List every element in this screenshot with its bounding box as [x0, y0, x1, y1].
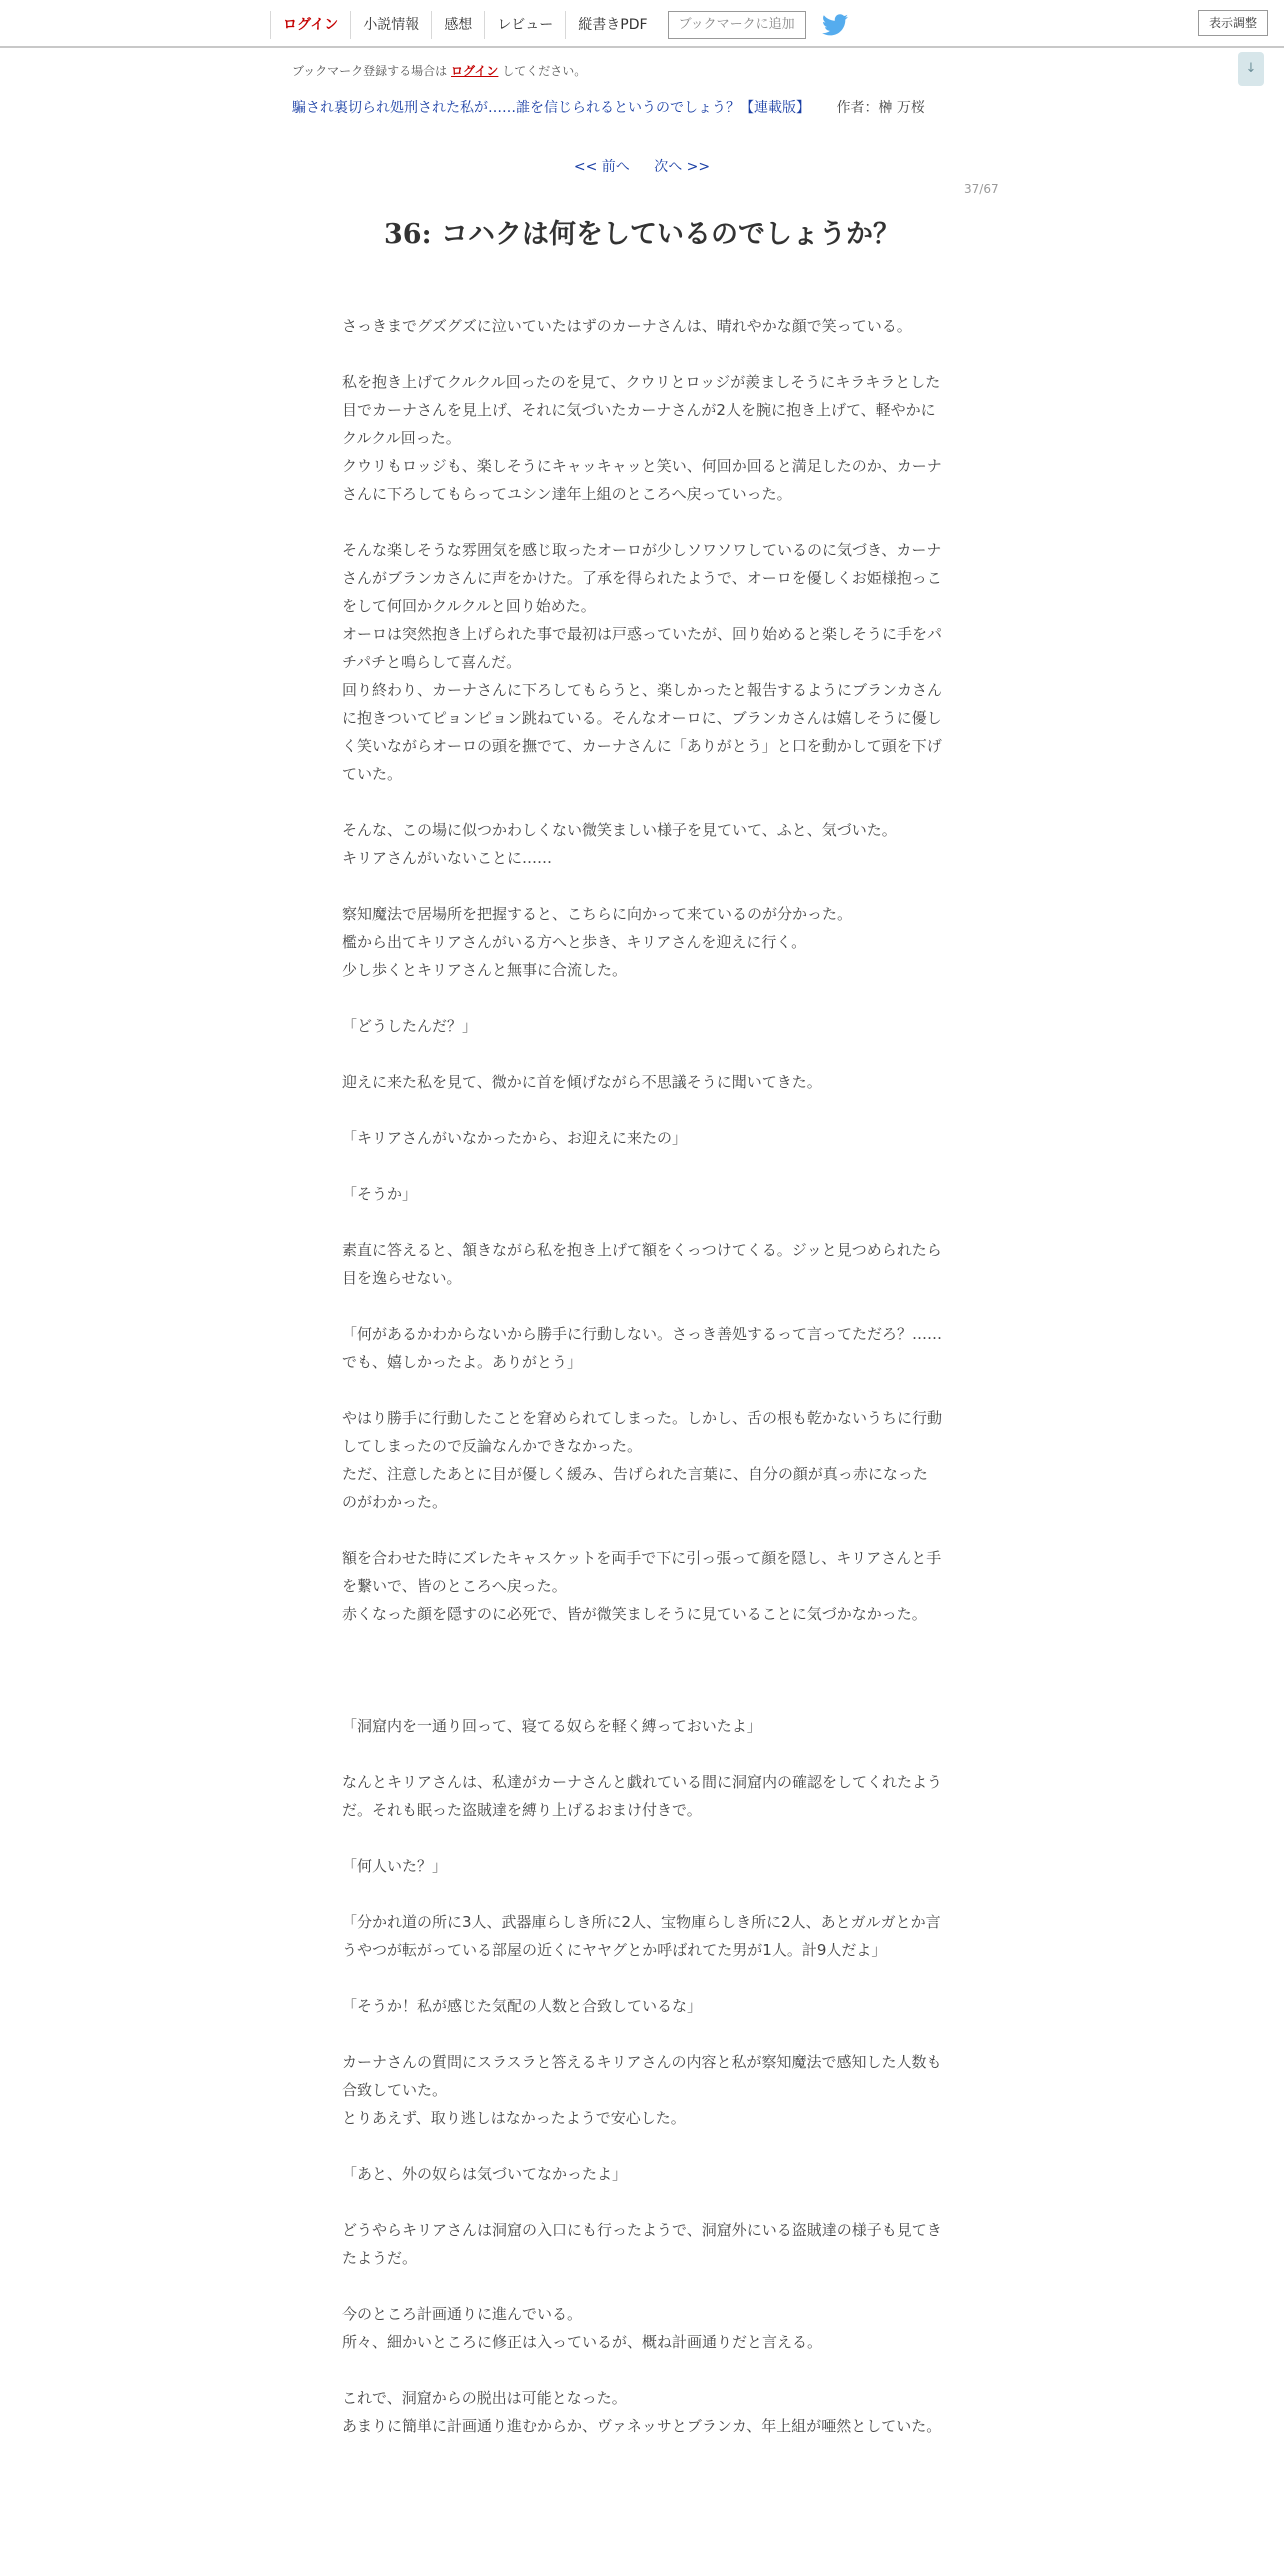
- body-paragraph: [342, 1208, 942, 1236]
- nav-review-link[interactable]: レビュー: [484, 11, 565, 39]
- body-paragraph: [342, 788, 942, 816]
- body-paragraph: 迎えに来た私を見て、微かに首を傾げながら不思議そうに聞いてきた。: [342, 1073, 822, 1091]
- body-paragraph: [342, 2132, 942, 2160]
- add-bookmark-button[interactable]: ブックマークに追加: [668, 11, 806, 39]
- nav-menu: [270, 9, 848, 41]
- nav-impressions-link[interactable]: 感想: [431, 11, 484, 39]
- body-paragraph: 回り終わり、カーナさんに下ろしてもらうと、楽しかったと報告するようにブランカさんに抱きついてピョンピョン跳ねている。そんなオーロに、ブランカさんは嬉しそうに優しく笑いながらオーロの頭を撫でて、カーナさんに「ありがとう」と口を動かして頭を下げていた。: [342, 681, 943, 783]
- body-paragraph: 額を合わせた時にズレたキャスケットを両手で下に引っ張って顔を隠し、キリアさんと手を繋いで、皆のところへ戻った。: [342, 1549, 942, 1595]
- login-notice-suffix: してください。: [502, 64, 587, 78]
- body-paragraph: クウリもロッジも、楽しそうにキャッキャッと笑い、何回か回ると満足したのか、カーナさんに下ろしてもらってユシン達年上組のところへ戻っていった。: [342, 457, 942, 503]
- body-paragraph: [342, 1292, 942, 1320]
- novel-title-link[interactable]: 騙され裏切られ処刑された私が……誰を信じられるというのでしょう？【連載版】: [292, 100, 810, 116]
- body-paragraph: 私を抱き上げてクルクル回ったのを見て、クウリとロッジが羨ましそうにキラキラとした目でカーナさんを見上げ、それに気づいたカーナさんが2人を腕に抱き上げて、軽やかにクルクル回った。: [342, 373, 941, 447]
- login-notice-prefix: ブックマーク登録する場合は: [292, 64, 448, 78]
- body-paragraph: [342, 508, 942, 536]
- body-paragraph: これで、洞窟からの脱出は可能となった。: [342, 2389, 627, 2407]
- body-paragraph: 赤くなった顔を隠すのに必死で、皆が微笑ましそうに見ていることに気づかなかった。: [342, 1605, 927, 1623]
- login-notice-link[interactable]: ログイン: [451, 64, 499, 78]
- body-paragraph: キリアさんがいないことに……: [342, 849, 553, 867]
- body-paragraph: 「分かれ道の所に3人、武器庫らしき所に2人、宝物庫らしき所に2人、あとガルガとか言うやつが転がっている部屋の近くにヤヤグとか呼ばれてた男が1人。計9人だよ」: [342, 1913, 941, 1959]
- body-paragraph: 少し歩くとキリアさんと無事に合流した。: [342, 961, 628, 979]
- body-paragraph: [342, 1040, 942, 1068]
- body-paragraph: なんとキリアさんは、私達がカーナさんと戯れている間に洞窟内の確認をしてくれたようだ。それも眠った盗賊達を縛り上げるおまけ付きで。: [342, 1773, 943, 1819]
- body-paragraph: 檻から出てキリアさんがいる方へと歩き、キリアさんを迎えに行く。: [342, 933, 807, 951]
- author-name: 作者：榊 万桜: [836, 100, 925, 116]
- body-paragraph: 「何があるかわからないから勝手に行動しない。さっき善処するって言ってただろ？……でも、嬉しかったよ。ありがとう」: [342, 1325, 943, 1371]
- body-paragraph: 「そうか」: [342, 1185, 418, 1203]
- body-paragraph: カーナさんの質問にスラスラと答えるキリアさんの内容と私が察知魔法で感知した人数も合致していた。: [342, 2053, 942, 2099]
- body-paragraph: [342, 1516, 942, 1544]
- body-paragraph: [342, 1824, 942, 1852]
- prev-chapter-link[interactable]: << 前へ: [573, 159, 630, 175]
- scroll-down-tab[interactable]: ↓: [1238, 52, 1264, 86]
- chapter-pager: [0, 156, 1284, 176]
- body-paragraph: とりあえず、取り逃しはなかったようで安心した。: [342, 2109, 686, 2127]
- body-paragraph: [342, 2356, 942, 2384]
- body-paragraph: [342, 2020, 942, 2048]
- nav-vertical-pdf-link[interactable]: 縦書きPDF: [565, 11, 659, 39]
- body-paragraph: 今のところ計画通りに進んでいる。: [342, 2305, 583, 2323]
- body-paragraph: 所々、細かいところに修正は入っているが、概ね計画通りだと言える。: [342, 2333, 823, 2351]
- body-paragraph: [342, 340, 942, 368]
- body-paragraph: [342, 1684, 942, 1712]
- body-paragraph: やはり勝手に行動したことを窘められてしまった。しかし、舌の根も乾かないうちに行動してしまったので反論なんかできなかった。: [342, 1409, 943, 1455]
- nav-novel-info-link[interactable]: 小説情報: [350, 11, 431, 39]
- body-paragraph: そんな、この場に似つかわしくない微笑ましい様子を見ていて、ふと、気づいた。: [342, 821, 897, 839]
- body-paragraph: あまりに簡単に計画通り進むからか、ヴァネッサとブランカ、年上組が唖然としていた。: [342, 2417, 942, 2435]
- body-paragraph: 素直に答えると、頷きながら私を抱き上げて額をくっつけてくる。ジッと見つめられたら目を逸らせない。: [342, 1241, 942, 1287]
- body-paragraph: そんな楽しそうな雰囲気を感じ取ったオーロが少しソワソワしているのに気づき、カーナさんがブランカさんに声をかけた。了承を得られたようで、オーロを優しくお姫様抱っこをして何回かクルクルと回り始めた。: [342, 541, 942, 615]
- body-paragraph: [342, 1740, 942, 1768]
- body-paragraph: [342, 1656, 942, 1684]
- top-navigation-bar: [0, 0, 1284, 48]
- body-paragraph: 「洞窟内を一通り回って、寝てる奴らを軽く縛っておいたよ」: [342, 1717, 762, 1735]
- body-paragraph: 察知魔法で居場所を把握すると、こちらに向かって来ているのが分かった。: [342, 905, 853, 923]
- chapter-title: 36: コハクは何をしているのでしょうか？: [384, 219, 900, 250]
- body-paragraph: [342, 2272, 942, 2300]
- body-paragraph: オーロは突然抱き上げられた事で最初は戸惑っていたが、回り始めると楽しそうに手をパチパチと鳴らして喜んだ。: [342, 625, 943, 671]
- novel-title-row: [292, 97, 925, 117]
- body-paragraph: 「キリアさんがいなかったから、お迎えに来たの」: [342, 1129, 688, 1147]
- body-paragraph: 「あと、外の奴らは気づいてなかったよ」: [342, 2165, 628, 2183]
- twitter-bird-icon[interactable]: [822, 14, 848, 36]
- body-paragraph: さっきまでグズグズに泣いていたはずのカーナさんは、晴れやかな顔で笑っている。: [342, 317, 912, 335]
- body-paragraph: [342, 1096, 942, 1124]
- body-paragraph: 「どうしたんだ？」: [342, 1017, 478, 1035]
- body-paragraph: [342, 984, 942, 1012]
- body-paragraph: [342, 1376, 942, 1404]
- body-paragraph: 「何人いた？」: [342, 1857, 448, 1875]
- nav-login-link[interactable]: ログイン: [270, 11, 350, 39]
- body-paragraph: [342, 1152, 942, 1180]
- display-settings-button[interactable]: 表示調整: [1198, 10, 1268, 36]
- body-paragraph: 「そうか！私が感じた気配の人数と合致しているな」: [342, 1997, 703, 2015]
- body-paragraph: [342, 872, 942, 900]
- body-paragraph: [342, 1964, 942, 1992]
- novel-body-text: [342, 312, 942, 2440]
- chapter-page-count: 37/67: [964, 182, 999, 196]
- body-paragraph: [342, 1628, 942, 1656]
- body-paragraph: [342, 1880, 942, 1908]
- body-paragraph: ただ、注意したあとに目が優しく緩み、告げられた言葉に、自分の顔が真っ赤になったのがわかった。: [342, 1465, 928, 1511]
- body-paragraph: どうやらキリアさんは洞窟の入口にも行ったようで、洞窟外にいる盗賊達の様子も見てきたようだ。: [342, 2221, 942, 2267]
- body-paragraph: [342, 2188, 942, 2216]
- next-chapter-link[interactable]: 次へ >>: [654, 159, 711, 175]
- login-notice: [292, 62, 586, 79]
